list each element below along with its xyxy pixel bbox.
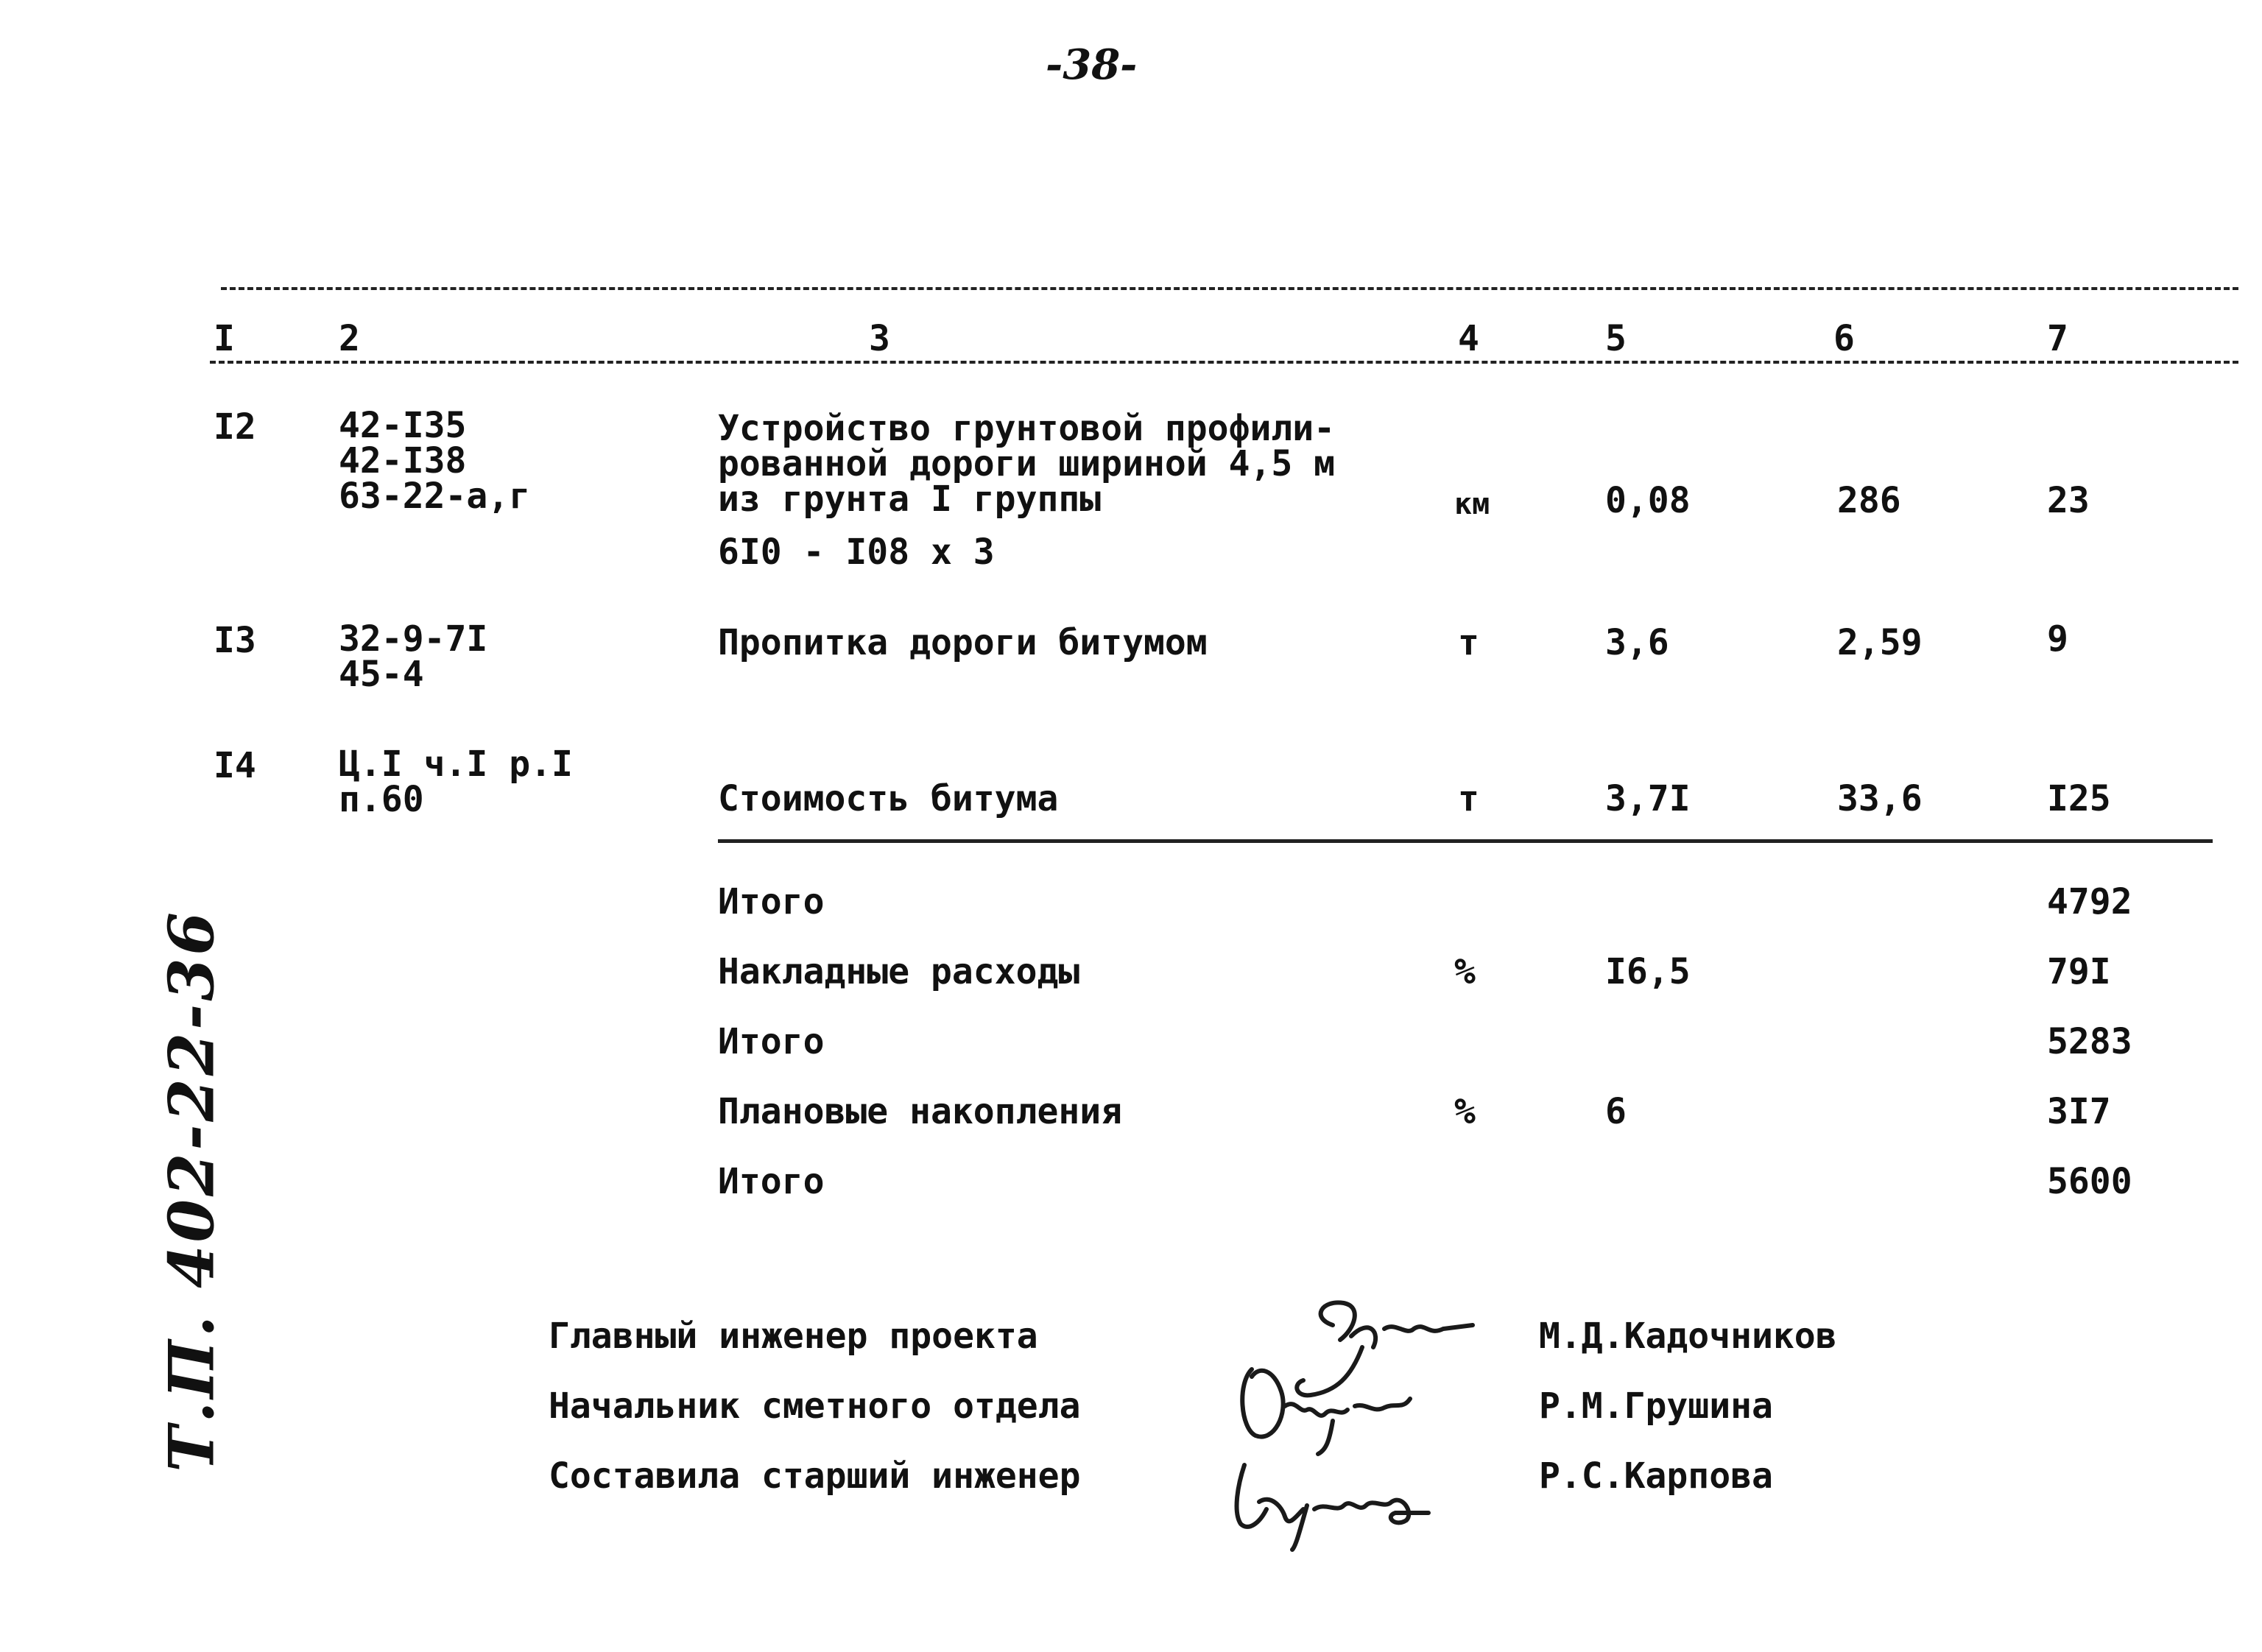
header-col-2: 2 (339, 318, 360, 359)
row-quantity: 3,7I (1605, 778, 1691, 819)
summary-quantity: I6,5 (1605, 951, 1691, 992)
summary-total: 5600 (2047, 1161, 2132, 1202)
row-description: рованной дороги шириной 4,5 м (718, 443, 1336, 484)
table-header-rule (210, 361, 2238, 364)
row-total: 9 (2047, 618, 2068, 660)
row-code: п.60 (339, 779, 424, 820)
row-price: 2,59 (1837, 622, 1923, 663)
summary-total: 3I7 (2047, 1091, 2111, 1132)
row-price: 33,6 (1837, 778, 1923, 819)
row-description: Пропитка дороги битумом (718, 622, 1208, 663)
summary-label: Плановые накопления (718, 1091, 1123, 1132)
header-col-1: I (214, 318, 235, 359)
summary-unit: % (1454, 1091, 1476, 1132)
header-col-3: 3 (869, 318, 890, 359)
summary-total: 5283 (2047, 1021, 2132, 1062)
signature-name: Р.М.Грушина (1539, 1386, 1773, 1427)
row-description: Стоимость битума (718, 778, 1059, 819)
summary-unit: % (1454, 951, 1476, 992)
header-col-6: 6 (1833, 318, 1855, 359)
row-code: 42-I35 (339, 405, 467, 446)
header-col-7: 7 (2047, 318, 2068, 359)
signature-role: Составила старший инженер (549, 1455, 1081, 1497)
row-quantity: 0,08 (1605, 480, 1691, 521)
row-code: 45-4 (339, 654, 424, 695)
row-number: I2 (214, 406, 256, 448)
row-number: I3 (214, 620, 256, 661)
header-col-4: 4 (1458, 318, 1479, 359)
row-description-formula: 6I0 - I08 х 3 (718, 532, 995, 573)
signature-name: Р.С.Карпова (1539, 1455, 1773, 1497)
row-code: 63-22-а,г (339, 476, 531, 517)
row-total: 23 (2047, 480, 2090, 521)
row-number: I4 (214, 745, 256, 786)
row-code: Ц.I ч.I р.I (339, 744, 573, 785)
row-code: 32-9-7I (339, 618, 488, 660)
row-total: I25 (2047, 778, 2111, 819)
document-code-label: Т.П. 402-22-36 (155, 909, 228, 1472)
table-top-rule (221, 287, 2238, 290)
summary-total: 79I (2047, 951, 2111, 992)
header-col-5: 5 (1605, 318, 1627, 359)
row-description: Устройство грунтовой профили- (718, 408, 1336, 449)
row-unit: км (1454, 487, 1490, 521)
row-unit: т (1458, 778, 1479, 819)
summary-label: Накладные расходы (718, 951, 1080, 992)
handwritten-signature-3 (1215, 1443, 1451, 1553)
signature-name: М.Д.Кадочников (1539, 1316, 1837, 1357)
row-description: из грунта I группы (718, 479, 1102, 520)
row-quantity: 3,6 (1605, 622, 1669, 663)
signature-role: Главный инженер проекта (549, 1316, 1038, 1357)
signature-role: Начальник сметного отдела (549, 1386, 1081, 1427)
row-price: 286 (1837, 480, 1901, 521)
page-number: -38- (1046, 40, 1138, 89)
summary-rule (718, 839, 2213, 843)
summary-label: Итого (718, 881, 825, 922)
handwritten-signature-2 (1222, 1340, 1458, 1458)
summary-label: Итого (718, 1021, 825, 1062)
row-unit: т (1458, 622, 1479, 663)
summary-label: Итого (718, 1161, 825, 1202)
summary-quantity: 6 (1605, 1091, 1627, 1132)
row-code: 42-I38 (339, 440, 467, 481)
summary-total: 4792 (2047, 881, 2132, 922)
